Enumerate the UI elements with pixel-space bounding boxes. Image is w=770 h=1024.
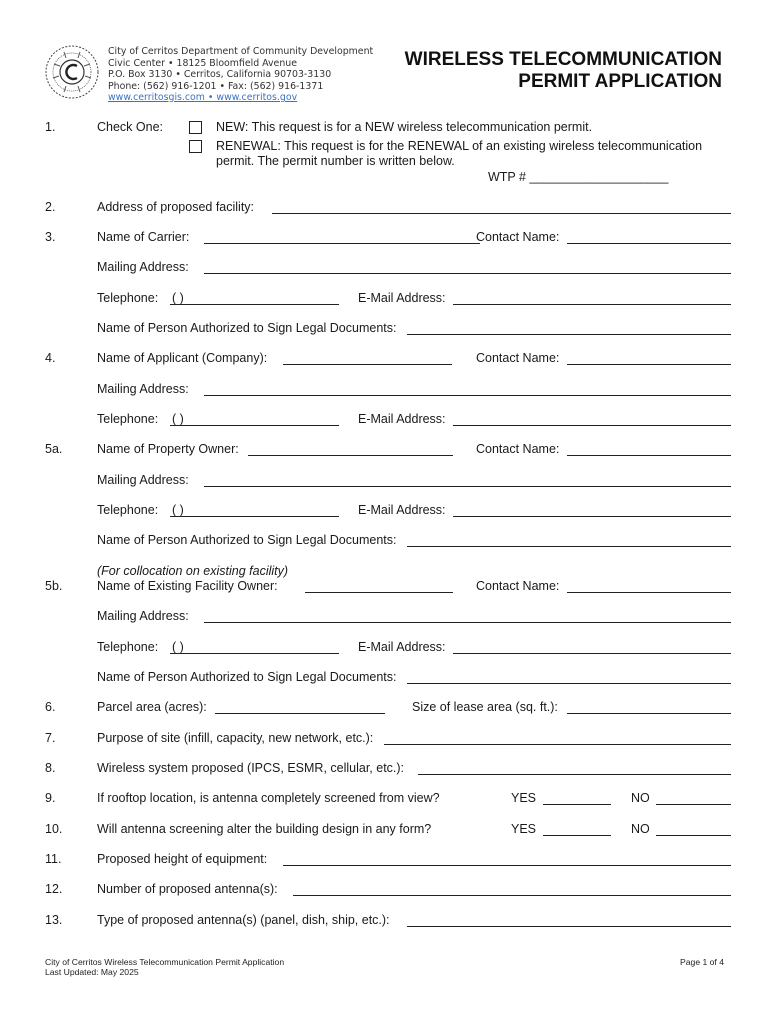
- owner-authorized-field[interactable]: [407, 546, 731, 547]
- carrier-mailing-label: Mailing Address:: [97, 260, 189, 274]
- existing-email-label: E-Mail Address:: [358, 640, 446, 654]
- existing-mailing-label: Mailing Address:: [97, 609, 189, 623]
- height-label: Proposed height of equipment:: [97, 852, 268, 866]
- rooftop-yes-field[interactable]: [543, 804, 611, 805]
- item-number: 6.: [45, 700, 56, 714]
- num-antennas-field[interactable]: [293, 895, 731, 896]
- owner-authorized-label: Name of Person Authorized to Sign Legal Documents:: [97, 533, 397, 547]
- item-number: 4.: [45, 351, 56, 365]
- parcel-area-label: Parcel area (acres):: [97, 700, 207, 714]
- new-checkbox[interactable]: [189, 121, 202, 134]
- screening-yes-field[interactable]: [543, 835, 611, 836]
- renewal-option-text-2: permit. The permit number is written below.: [216, 154, 455, 168]
- carrier-name-label: Name of Carrier:: [97, 230, 190, 244]
- form-title: [405, 49, 722, 93]
- rooftop-no-label: NO: [631, 791, 650, 805]
- existing-authorized-field[interactable]: [407, 683, 731, 684]
- owner-email-field[interactable]: [453, 516, 731, 517]
- existing-telephone-label: Telephone:: [97, 640, 159, 654]
- org-line: P.O. Box 3130 • Cerritos, California 90703-3130: [108, 69, 332, 80]
- screening-no-field[interactable]: [656, 835, 731, 836]
- owner-telephone-field[interactable]: [170, 516, 339, 517]
- renewal-checkbox[interactable]: [189, 140, 202, 153]
- wireless-system-label: Wireless system proposed (IPCS, ESMR, cellular, etc.):: [97, 761, 405, 775]
- carrier-telephone-label: Telephone:: [97, 291, 159, 305]
- owner-telephone-label: Telephone:: [97, 503, 159, 517]
- carrier-mailing-field[interactable]: [204, 273, 731, 274]
- item-number: 10.: [45, 822, 63, 836]
- owner-mailing-label: Mailing Address:: [97, 473, 189, 487]
- applicant-email-label: E-Mail Address:: [358, 412, 446, 426]
- existing-mailing-field[interactable]: [204, 622, 731, 623]
- collocation-note: (For collocation on existing facility): [97, 564, 289, 578]
- existing-contact-field[interactable]: [567, 592, 731, 593]
- existing-owner-field[interactable]: [305, 592, 453, 593]
- org-line: City of Cerritos Department of Community Development: [108, 46, 374, 57]
- title-line-2: PERMIT APPLICATION: [518, 71, 722, 92]
- existing-owner-label: Name of Existing Facility Owner:: [97, 579, 278, 593]
- wireless-system-field[interactable]: [418, 774, 731, 775]
- purpose-label: Purpose of site (infill, capacity, new network, etc.):: [97, 731, 374, 745]
- item-number: 5b.: [45, 579, 63, 593]
- screening-question: Will antenna screening alter the building design in any form?: [97, 822, 432, 836]
- owner-contact-label: Contact Name:: [476, 442, 560, 456]
- applicant-contact-label: Contact Name:: [476, 351, 560, 365]
- carrier-authorized-label: Name of Person Authorized to Sign Legal Documents:: [97, 321, 397, 335]
- carrier-contact-field[interactable]: [567, 243, 731, 244]
- applicant-area-code: ( ): [172, 412, 184, 426]
- applicant-mailing-field[interactable]: [204, 395, 731, 396]
- carrier-area-code: ( ): [172, 291, 184, 305]
- owner-area-code: ( ): [172, 503, 184, 517]
- applicant-email-field[interactable]: [453, 425, 731, 426]
- carrier-authorized-field[interactable]: [407, 334, 731, 335]
- existing-authorized-label: Name of Person Authorized to Sign Legal Documents:: [97, 670, 397, 684]
- org-line: Phone: (562) 916-1201 • Fax: (562) 916-1371: [108, 80, 324, 92]
- applicant-label: Name of Applicant (Company):: [97, 351, 268, 365]
- rooftop-no-field[interactable]: [656, 804, 731, 805]
- rooftop-yes-label: YES: [511, 791, 537, 805]
- item-number: 2.: [45, 200, 56, 214]
- height-field[interactable]: [283, 865, 731, 866]
- carrier-email-label: E-Mail Address:: [358, 291, 446, 305]
- applicant-mailing-label: Mailing Address:: [97, 382, 189, 396]
- title-line-1: WIRELESS TELECOMMUNICATION: [404, 49, 722, 70]
- owner-mailing-field[interactable]: [204, 486, 731, 487]
- wtp-number-field[interactable]: WTP # ____________________: [488, 170, 669, 184]
- lease-area-label: Size of lease area (sq. ft.):: [412, 700, 558, 714]
- address-facility-field[interactable]: [272, 213, 731, 214]
- existing-telephone-field[interactable]: [170, 653, 339, 654]
- item-number: 5a.: [45, 442, 63, 456]
- applicant-telephone-field[interactable]: [170, 425, 339, 426]
- carrier-name-field[interactable]: [204, 243, 480, 244]
- applicant-contact-field[interactable]: [567, 364, 731, 365]
- footer-last-updated: Last Updated: May 2025: [45, 967, 139, 977]
- item-number: 7.: [45, 731, 56, 745]
- item-number: 9.: [45, 791, 56, 805]
- owner-contact-field[interactable]: [567, 455, 731, 456]
- existing-email-field[interactable]: [453, 653, 731, 654]
- applicant-telephone-label: Telephone:: [97, 412, 159, 426]
- org-address-block: [108, 46, 373, 104]
- lease-area-field[interactable]: [567, 713, 731, 714]
- item-number: 13.: [45, 913, 63, 927]
- website-links[interactable]: www.cerritosgis.com • www.cerritos.gov: [108, 92, 298, 103]
- city-seal-logo: [44, 44, 100, 100]
- item-number: 3.: [45, 230, 56, 244]
- applicant-field[interactable]: [283, 364, 452, 365]
- rooftop-question: If rooftop location, is antenna completely screened from view?: [97, 791, 440, 805]
- carrier-contact-label: Contact Name:: [476, 230, 560, 244]
- existing-area-code: ( ): [172, 640, 184, 654]
- antenna-type-field[interactable]: [407, 926, 731, 927]
- screening-no-label: NO: [631, 822, 650, 836]
- num-antennas-label: Number of proposed antenna(s):: [97, 882, 278, 896]
- check-one-label: Check One:: [97, 120, 164, 134]
- owner-email-label: E-Mail Address:: [358, 503, 446, 517]
- new-option-text: NEW: This request is for a NEW wireless telecommunication permit.: [216, 120, 593, 134]
- property-owner-field[interactable]: [248, 455, 453, 456]
- footer-doc-title: City of Cerritos Wireless Telecommunication Permit Application: [45, 957, 285, 967]
- item-number: 1.: [45, 120, 56, 134]
- footer-left: [45, 957, 284, 977]
- antenna-type-label: Type of proposed antenna(s) (panel, dish, ship, etc.):: [97, 913, 390, 927]
- item-number: 11.: [45, 852, 62, 866]
- carrier-email-field[interactable]: [453, 304, 731, 305]
- item-number: 12.: [45, 882, 63, 896]
- carrier-telephone-field[interactable]: [170, 304, 339, 305]
- screening-yes-label: YES: [511, 822, 537, 836]
- parcel-area-field[interactable]: [215, 713, 385, 714]
- existing-contact-label: Contact Name:: [476, 579, 560, 593]
- page-number: Page 1 of 4: [680, 957, 724, 967]
- address-facility-label: Address of proposed facility:: [97, 200, 255, 214]
- item-number: 8.: [45, 761, 56, 775]
- property-owner-label: Name of Property Owner:: [97, 442, 239, 456]
- renewal-option-text: RENEWAL: This request is for the RENEWAL of an existing wireless telecommunication: [216, 139, 703, 153]
- org-line: Civic Center • 18125 Bloomfield Avenue: [108, 57, 297, 69]
- purpose-field[interactable]: [384, 744, 731, 745]
